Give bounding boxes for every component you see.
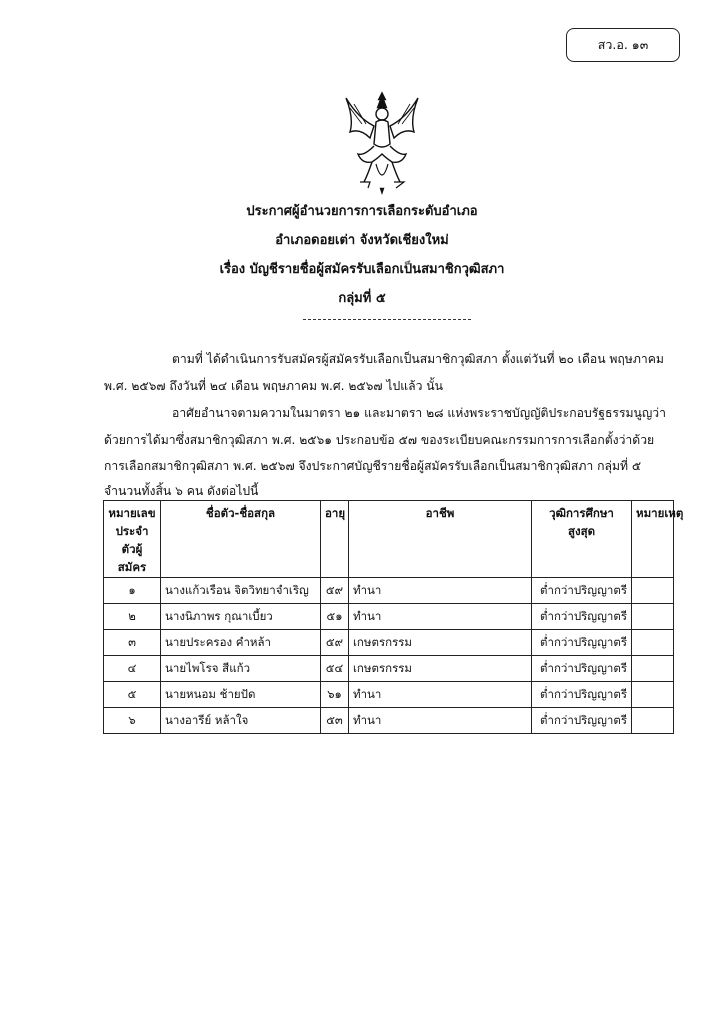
cell-number: ๑: [104, 578, 161, 604]
table-row: [104, 630, 674, 656]
col-header-number: หมายเลขประจำตัวผู้สมัคร: [104, 501, 161, 578]
cell-age: ๕๙: [321, 578, 349, 604]
cell-number: ๒: [104, 604, 161, 630]
cell-age: ๕๓: [321, 708, 349, 734]
body-line-3: อาศัยอำนาจตามความในมาตรา ๒๑ และมาตรา ๒๘ แห่งพระราชบัญญัติประกอบรัฐธรรมนูญว่า: [172, 406, 666, 420]
cell-note: [632, 682, 674, 708]
cell-number: ๕: [104, 682, 161, 708]
cell-education: ต่ำกว่าปริญญาตรี: [532, 604, 632, 630]
cell-number: ๖: [104, 708, 161, 734]
announcement-title: ประกาศผู้อำนวยการการเลือกระดับอำเภอ: [246, 204, 478, 219]
cell-age: ๕๔: [321, 656, 349, 682]
cell-education: ต่ำกว่าปริญญาตรี: [532, 682, 632, 708]
cell-name: นางนิภาพร กุณาเบี้ยว: [161, 604, 321, 630]
garuda-emblem-icon: [340, 88, 424, 196]
table-row: [104, 578, 674, 604]
cell-number: ๔: [104, 656, 161, 682]
cell-education: ต่ำกว่าปริญญาตรี: [532, 708, 632, 734]
cell-number: ๓: [104, 630, 161, 656]
col-header-age: อายุ: [321, 501, 349, 578]
cell-name: นายหนอม ช้ายปัด: [161, 682, 321, 708]
cell-name: นายไพโรจ สีแก้ว: [161, 656, 321, 682]
cell-note: [632, 578, 674, 604]
body-line-5: การเลือกสมาชิกวุฒิสภา พ.ศ. ๒๕๖๗ จึงประกาศบัญชีรายชื่อผู้สมัครรับเลือกเป็นสมาชิกวุฒิสภา กลุ่มที่ ๕: [104, 459, 642, 473]
group-title: กลุ่มที่ ๕: [338, 291, 386, 306]
body-line-1: ตามที่ ได้ดำเนินการรับสมัครผู้สมัครรับเลือกเป็นสมาชิกวุฒิสภา ตั้งแต่วันที่ ๒๐ เดือน พฤษภาคม: [172, 352, 664, 366]
table-row: [104, 708, 674, 734]
body-line-6: จำนวนทั้งสิ้น ๖ คน ดังต่อไปนี้: [104, 484, 259, 498]
cell-age: ๖๑: [321, 682, 349, 708]
title-divider: [303, 319, 471, 320]
col-header-occupation: อาชีพ: [349, 501, 532, 578]
cell-occupation: ทำนา: [349, 578, 532, 604]
cell-note: [632, 708, 674, 734]
cell-age: ๕๙: [321, 630, 349, 656]
col-header-note: หมายเหตุ: [632, 501, 674, 578]
cell-education: ต่ำกว่าปริญญาตรี: [532, 630, 632, 656]
cell-note: [632, 656, 674, 682]
cell-occupation: ทำนา: [349, 682, 532, 708]
cell-note: [632, 630, 674, 656]
cell-occupation: เกษตรกรรม: [349, 656, 532, 682]
cell-name: นางแก้วเรือน จิตวิทยาจำเริญ: [161, 578, 321, 604]
district-title: อำเภอดอยเต่า จังหวัดเชียงใหม่: [275, 233, 449, 248]
body-line-2: พ.ศ. ๒๕๖๗ ถึงวันที่ ๒๔ เดือน พฤษภาคม พ.ศ. ๒๕๖๗ ไปแล้ว นั้น: [104, 379, 443, 393]
subject-title: เรื่อง บัญชีรายชื่อผู้สมัครรับเลือกเป็นสมาชิกวุฒิสภา: [219, 262, 505, 277]
col-header-education: วุฒิการศึกษาสูงสุด: [532, 501, 632, 578]
document-code-box: สว.อ. ๑๓: [566, 28, 680, 62]
candidate-table: [103, 500, 684, 734]
table-header-row: [104, 501, 674, 578]
cell-age: ๕๑: [321, 604, 349, 630]
cell-note: [632, 604, 674, 630]
cell-education: ต่ำกว่าปริญญาตรี: [532, 656, 632, 682]
cell-occupation: ทำนา: [349, 708, 532, 734]
cell-name: นางอารีย์ หล้าใจ: [161, 708, 321, 734]
cell-name: นายประครอง คำหล้า: [161, 630, 321, 656]
col-header-name: ชื่อตัว-ชื่อสกุล: [161, 501, 321, 578]
body-line-4: ด้วยการได้มาซึ่งสมาชิกวุฒิสภา พ.ศ. ๒๕๖๑ ประกอบข้อ ๕๗ ของระเบียบคณะกรรมการการเลือกตั้งว่าด้วย: [104, 433, 655, 447]
cell-occupation: เกษตรกรรม: [349, 630, 532, 656]
table-row: [104, 682, 674, 708]
cell-education: ต่ำกว่าปริญญาตรี: [532, 578, 632, 604]
table-row: [104, 656, 674, 682]
table-row: [104, 604, 674, 630]
cell-occupation: ทำนา: [349, 604, 532, 630]
